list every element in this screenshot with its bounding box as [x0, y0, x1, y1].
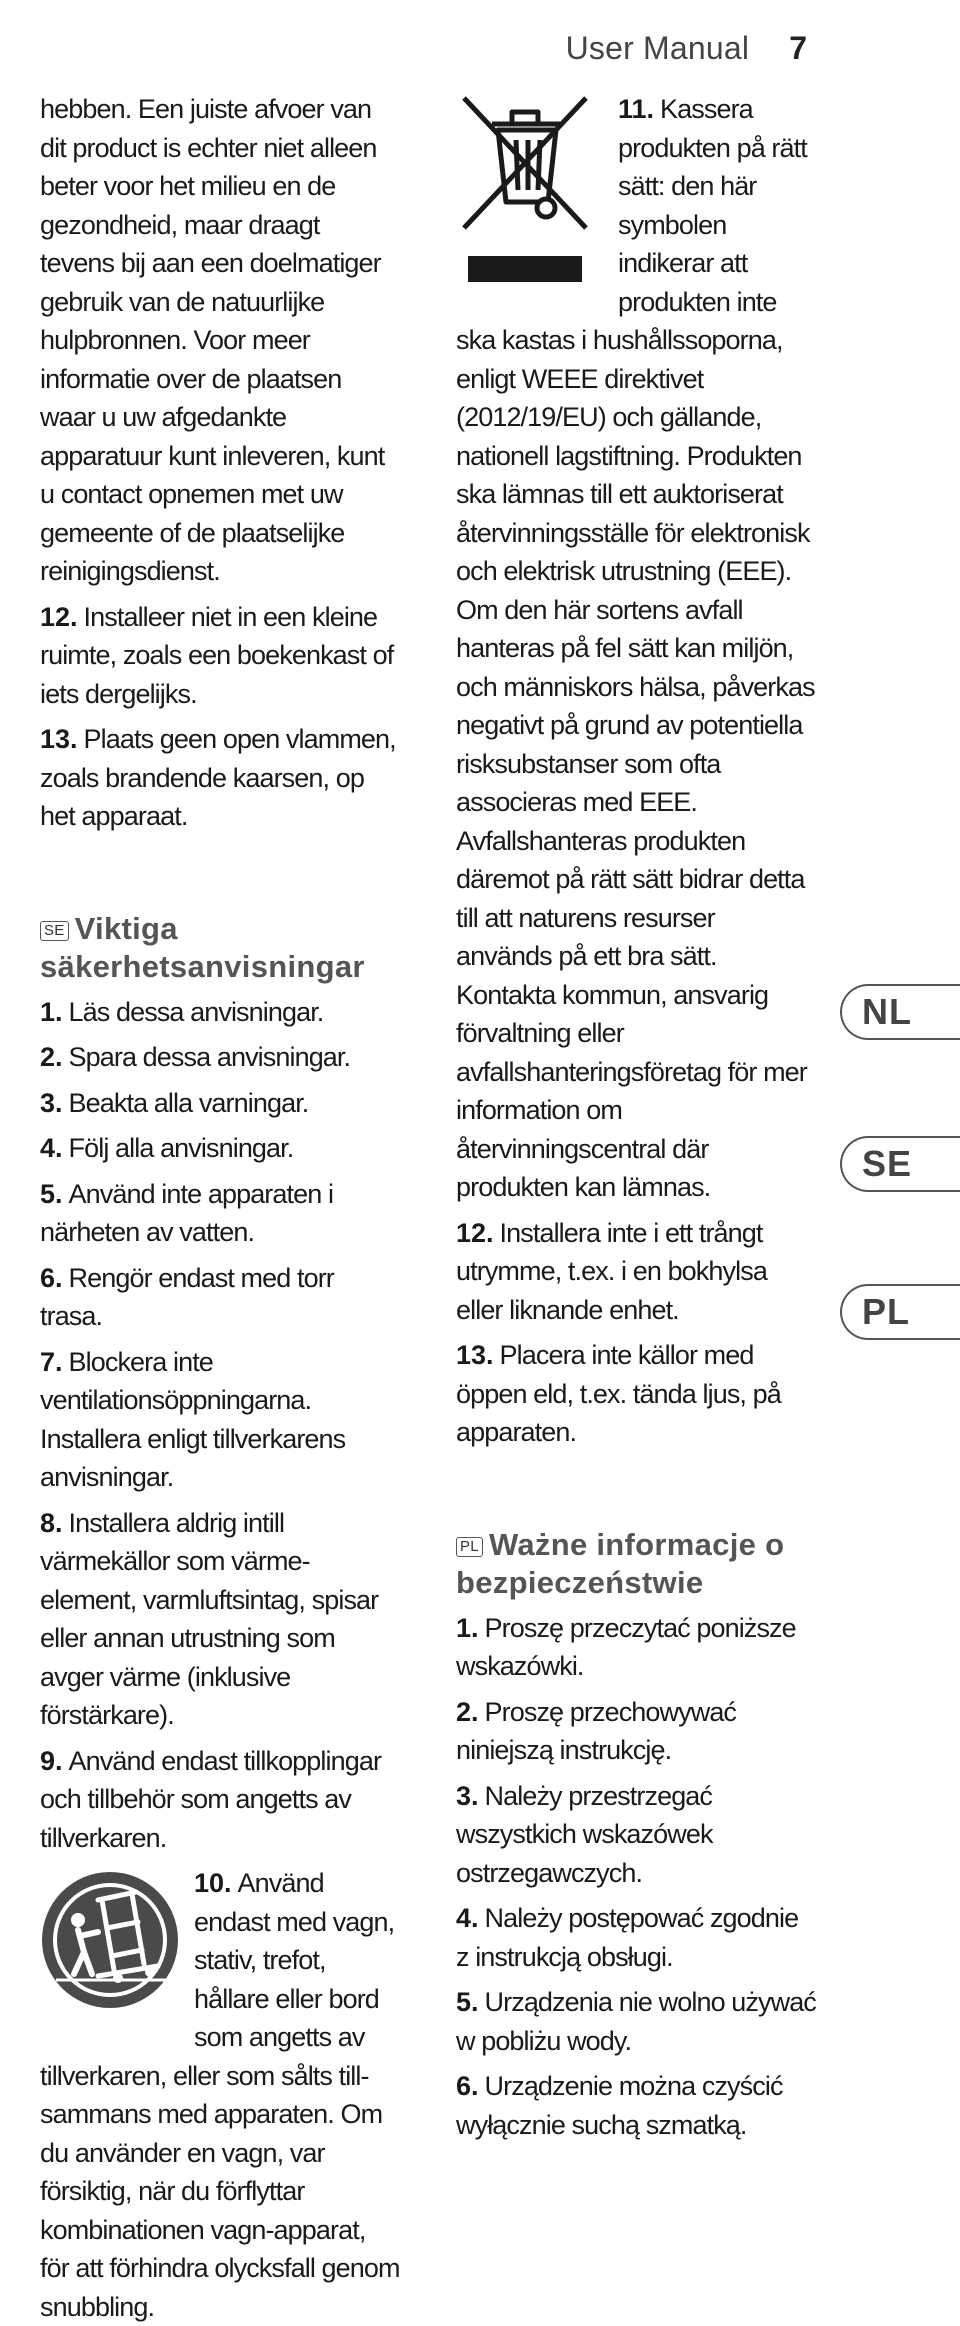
se-item-9 [40, 1742, 400, 1858]
se-item-10 [40, 1864, 400, 2326]
pl-item-3 [456, 1777, 816, 1893]
pl-item-5 [456, 1983, 816, 2060]
item-number: 2. [40, 1042, 63, 1072]
item-number: 10. [194, 1868, 232, 1898]
item-number: 12. [40, 601, 78, 632]
pl-item-2 [456, 1693, 816, 1770]
right-column [456, 90, 816, 2144]
item-number: 6. [456, 2071, 479, 2101]
se-item-5 [40, 1175, 400, 1252]
item-text: Należy postępować zgodnie z instrukcją obsługi. [456, 1903, 799, 1972]
item-number: 6. [40, 1262, 63, 1293]
item-number: 4. [40, 1133, 63, 1163]
item-number: 5. [40, 1178, 63, 1209]
item-number: 13. [456, 1340, 494, 1370]
item-number: 4. [456, 1903, 479, 1933]
pl-item-1 [456, 1609, 816, 1686]
item-text: Blockera inte ventilationsöppningarna. Installera enligt tillverkarens anvisningar. [40, 1346, 346, 1492]
language-tab-pl[interactable]: PL [840, 1284, 960, 1340]
item-text: Urządzenie można czyścić wyłącznie suchą szmatką. [456, 2071, 783, 2140]
item-number: 2. [456, 1696, 479, 1727]
item-number: 8. [40, 1507, 63, 1538]
item-number: 9. [40, 1745, 63, 1776]
item-text: Urządzenia nie wolno używać w pobliżu wody. [456, 1987, 816, 2056]
item-text: Kassera produkten på rätt sätt: den här symbolen indikerar att produkten inte ska kastas i hushållssoporna, enligt WEEE direktivet (2012/19/EU) och gällande, nationell lagstiftning. Produkten ska lämnas till ett auktoriserat återvinningsställe för elektronisk och elektrisk utrustning (EEE). Om den här sortens avfall hanteras på fel sätt kan miljön, och människors hälsa, påverkas negativt på grund av potentiella risksubstanser som ofta associeras med EEE. Avfallshanteras produkten däremot på rätt sätt bidrar detta till att naturens resurser används på ett bra sätt. Kontakta kommun, ansvarig förvaltning eller avfallshanteringsföretag för mer information om återvinningscentral där produkten kan lämnas. [456, 94, 815, 1202]
language-tab-se[interactable]: SE [840, 1136, 960, 1192]
item-number: 3. [40, 1087, 63, 1118]
pl-item-4 [456, 1899, 816, 1976]
item-number: 13. [40, 724, 78, 754]
item-number: 1. [456, 1612, 479, 1643]
item-number: 7. [40, 1346, 63, 1377]
item-text: Rengör endast med torr trasa. [40, 1262, 334, 1331]
left-column [40, 90, 400, 2326]
nl-disposal-text: hebben. Een juiste afvoer van dit product is echter niet alleen beter voor het milieu en de gezondheid, maar draagt tevens bij aan een doelmatiger gebruik van de natuurlijke hulpbronnen. Voor meer informatie over de plaatsen waar u uw afgedankte apparatuur kunt inleveren, kunt u contact opnemen met uw gemeente of de plaatselijke reinigingsdienst. [40, 94, 385, 586]
item-text: Använd endast tillkopplingar och tillbehör som angetts av tillverkaren. [40, 1745, 382, 1853]
item-text: Proszę przeczytać poniższe wskazówki. [456, 1612, 796, 1681]
item-number: 11. [618, 94, 655, 124]
se-item-7 [40, 1343, 400, 1497]
pl-section-title: PL Ważne informacje o bezpieczeństwie [456, 1526, 785, 1600]
item-number: 5. [456, 1987, 479, 2017]
nl-item-13 [40, 720, 400, 836]
item-text: Placera inte källor med öppen eld, t.ex. tända ljus, på apparaten. [456, 1340, 781, 1447]
se-section-title: SE Viktiga säkerhetsanvisningar [40, 910, 365, 984]
cart-tip-over-icon [40, 1870, 180, 2021]
se-item-8 [40, 1504, 400, 1735]
page-header [566, 30, 807, 67]
item-text: Należy przestrzegać wszystkich wskazówek ostrzegawczych. [456, 1780, 713, 1888]
se-item-6 [40, 1259, 400, 1336]
item-number: 1. [40, 996, 63, 1027]
item-text: Proszę przechowywać niniejszą instrukcję. [456, 1696, 737, 1765]
item-number: 3. [456, 1780, 479, 1811]
nl-item-12 [40, 598, 400, 714]
se-item-11 [456, 90, 816, 1207]
item-text: Följ alla anvisningar. [68, 1133, 294, 1163]
item-text: Beakta alla varningar. [68, 1087, 309, 1118]
manual-title: User Manual [565, 30, 750, 66]
language-tab-nl[interactable]: NL [840, 984, 960, 1040]
item-text: Plaats geen open vlammen, zoals brandende kaarsen, op het apparaat. [40, 724, 396, 831]
se-item-13 [456, 1336, 816, 1452]
item-text: Installeer niet in een kleine ruimte, zoals een boekenkast of iets dergelijks. [40, 601, 394, 709]
item-number: 12. [456, 1217, 494, 1248]
item-text: Läs dessa anvisningar. [68, 996, 324, 1027]
se-item-1 [40, 993, 400, 1032]
page-number: 7 [789, 30, 807, 66]
se-item-4 [40, 1129, 400, 1168]
language-code-badge: PL [456, 1537, 483, 1557]
item-text: Spara dessa anvisningar. [68, 1042, 351, 1072]
se-item-3 [40, 1084, 400, 1123]
pl-item-6 [456, 2067, 816, 2144]
item-text: Använd inte apparaten i närheten av vatten. [40, 1178, 334, 1247]
se-item-2 [40, 1038, 400, 1077]
item-text: Installera aldrig intill värmekällor som värme-element, varmluftsintag, spisar eller annan utrustning som avger värme (inklusive förstärkare). [40, 1507, 379, 1730]
se-item-12 [456, 1214, 816, 1330]
item-text: Installera inte i ett trångt utrymme, t.ex. i en bokhylsa eller liknande enhet. [456, 1217, 767, 1325]
language-code-badge: SE [40, 921, 69, 941]
crossed-out-bin-icon [456, 90, 592, 301]
item-text: Använd endast med vagn, stativ, trefot, hållare eller bord som angetts av tillverkaren, eller som sålts till-sammans med apparaten. Om du använder en vagn, var försiktig, när du förflyttar kombinationen vagn-apparat, för att förhindra olycksfall genom snubbling. [40, 1868, 400, 2322]
